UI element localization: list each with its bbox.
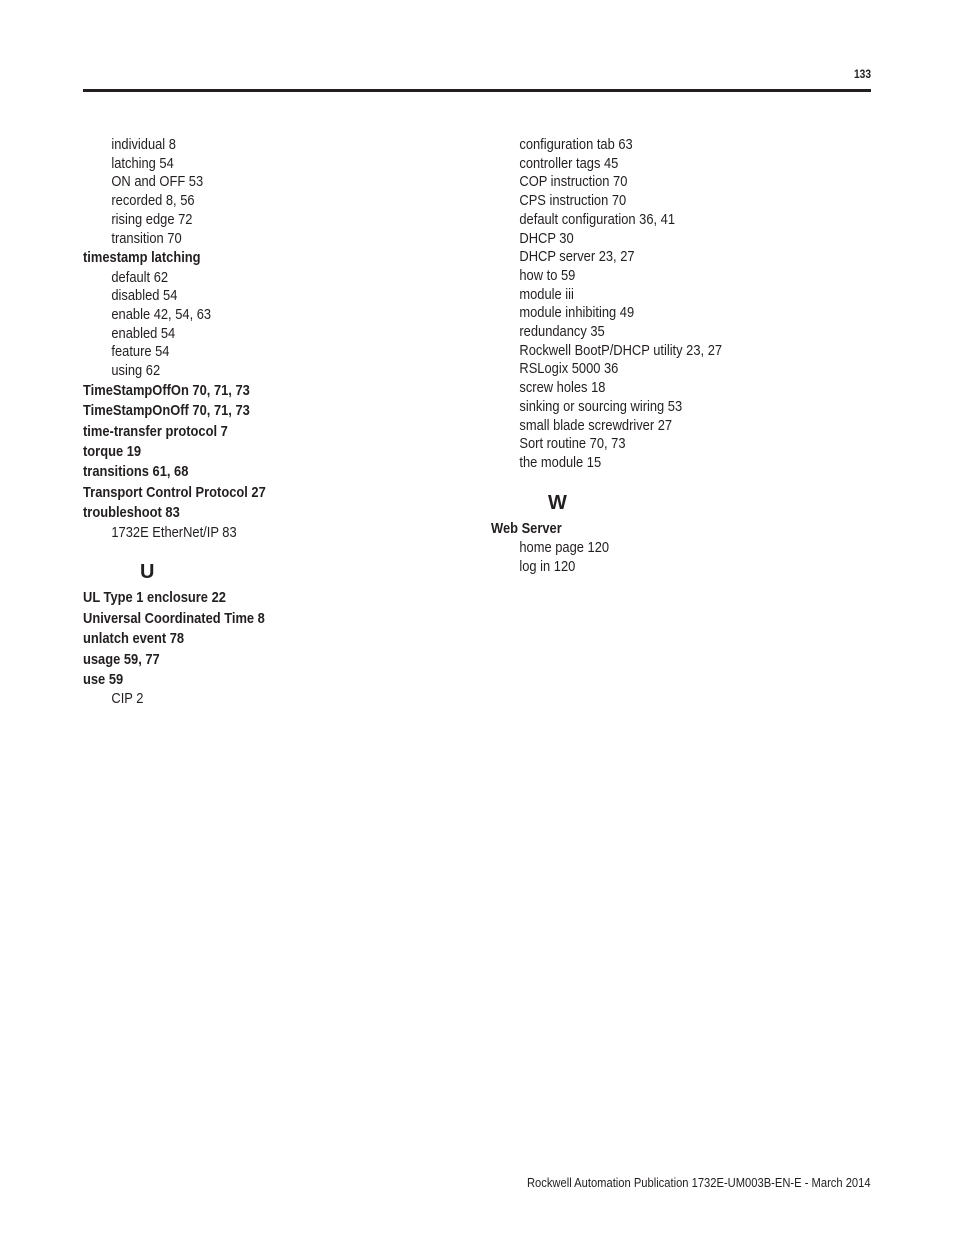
index-sub-entry: the module 15 [519, 453, 602, 471]
index-main-entry: UL Type 1 enclosure 22 [83, 589, 226, 607]
index-main-entry: Web Server [491, 519, 562, 537]
index-sub-entry: module inhibiting 49 [519, 304, 635, 322]
index-main-entry: torque 19 [83, 443, 142, 461]
index-main-entry: time-transfer protocol 7 [83, 422, 228, 440]
index-sub-entry: log in 120 [519, 557, 576, 575]
index-sub-entry: sinking or sourcing wiring 53 [519, 397, 683, 415]
index-sub-entry: transition 70 [111, 229, 182, 247]
index-main-entry: troubleshoot 83 [83, 504, 180, 522]
index-sub-entry: feature 54 [111, 343, 170, 361]
index-sub-entry: controller tags 45 [519, 154, 619, 172]
index-main-entry: Transport Control Protocol 27 [83, 483, 266, 501]
index-sub-entry: using 62 [111, 362, 161, 380]
index-sub-entry: configuration tab 63 [519, 136, 633, 153]
index-sub-entry: home page 120 [519, 539, 610, 557]
index-main-entry: usage 59, 77 [83, 650, 160, 668]
index-main-entry: TimeStampOffOn 70, 71, 73 [83, 381, 250, 399]
index-sub-entry: rising edge 72 [111, 210, 193, 228]
index-sub-entry: disabled 54 [111, 287, 178, 305]
index-main-entry: Universal Coordinated Time 8 [83, 609, 265, 627]
index-sub-entry: latching 54 [111, 154, 174, 172]
index-sub-entry: 1732E EtherNet/IP 83 [111, 523, 237, 541]
index-sub-entry: RSLogix 5000 36 [519, 360, 619, 378]
index-sub-entry: individual 8 [111, 136, 176, 153]
index-sub-entry: Rockwell BootP/DHCP utility 23, 27 [519, 341, 723, 359]
index-sub-entry: recorded 8, 56 [111, 192, 195, 210]
index-sub-entry: enable 42, 54, 63 [111, 306, 212, 324]
index-sub-entry: ON and OFF 53 [111, 173, 204, 191]
index-sub-entry: Sort routine 70, 73 [519, 435, 626, 453]
index-sub-entry: CPS instruction 70 [519, 192, 627, 210]
index-sub-entry: DHCP server 23, 27 [519, 248, 635, 266]
header-rule [83, 89, 871, 92]
index-sub-entry: redundancy 35 [519, 323, 605, 341]
index-column-right [491, 136, 871, 576]
index-main-entry: TimeStampOnOff 70, 71, 73 [83, 402, 250, 420]
index-column-left [83, 136, 443, 709]
index-sub-entry: default 62 [111, 268, 169, 286]
index-main-entry: unlatch event 78 [83, 630, 185, 648]
footer-publication: Rockwell Automation Publication 1732E-UM003B-EN-E - March 2014 [527, 1175, 871, 1190]
index-main-entry: transitions 61, 68 [83, 463, 189, 481]
index-main-entry: use 59 [83, 671, 124, 689]
index-sub-entry: module iii [519, 285, 574, 303]
index-sub-entry: default configuration 36, 41 [519, 210, 676, 228]
index-section-letter: U [140, 561, 155, 584]
index-sub-entry: screw holes 18 [519, 379, 606, 397]
page-number: 133 [853, 67, 871, 81]
index-sub-entry: small blade screwdriver 27 [519, 416, 673, 434]
index-sub-entry: enabled 54 [111, 324, 176, 342]
index-sub-entry: DHCP 30 [519, 229, 574, 247]
index-sub-entry: COP instruction 70 [519, 173, 628, 191]
index-sub-entry: CIP 2 [111, 690, 144, 708]
index-main-entry: timestamp latching [83, 249, 201, 267]
index-section-letter: W [548, 491, 567, 514]
index-sub-entry: how to 59 [519, 266, 576, 284]
